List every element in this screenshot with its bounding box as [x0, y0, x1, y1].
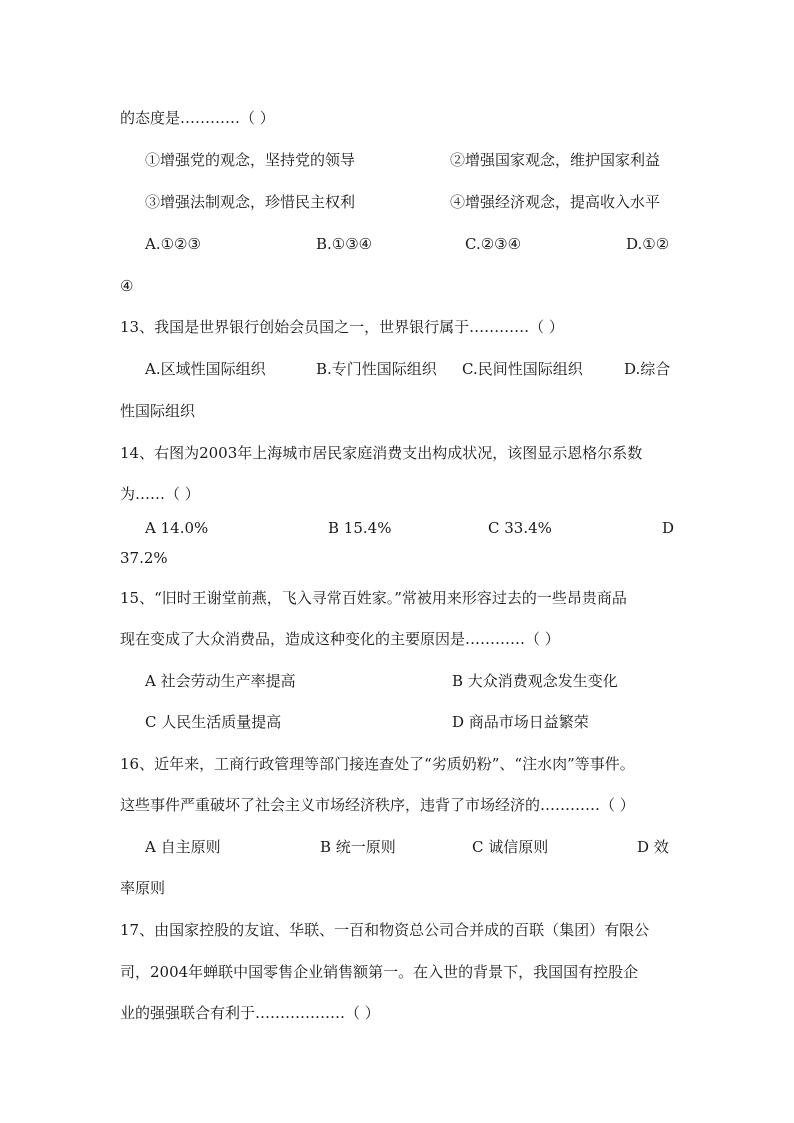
q16-option-d: D 效: [637, 838, 669, 856]
q14-option-b: B 15.4%: [328, 519, 392, 537]
q14-stem-line-1: 14、右图为2003年上海城市居民家庭消费支出构成状况，该图显示恩格尔系数: [120, 444, 643, 462]
q14-option-d: D: [662, 519, 675, 537]
q17-stem-line-2: 司，2004年蝉联中国零售企业销售额第一。在入世的背景下，我国国有控股企: [120, 963, 639, 981]
q16-stem-line-2: 这些事件严重破坏了社会主义市场经济秩序，违背了市场经济的…………（ ）: [120, 796, 635, 814]
q12-statement-3: ③增强法制观念，珍惜民主权利: [145, 193, 356, 211]
q15-option-d: D 商品市场日益繁荣: [452, 713, 589, 731]
q13-option-d-continuation: 性国际组织: [120, 402, 196, 420]
q16-option-a: A 自主原则: [145, 838, 221, 856]
q14-option-c: C 33.4%: [488, 519, 552, 537]
q15-stem-line-2: 现在变成了大众消费品，造成这种变化的主要原因是…………（ ）: [120, 630, 560, 648]
q15-stem-line-1: 15、“旧时王谢堂前燕，飞入寻常百姓家。”常被用来形容过去的一些昂贵商品: [120, 589, 627, 607]
q15-option-a: A 社会劳动生产率提高: [145, 672, 296, 690]
q16-option-d-continuation: 率原则: [120, 879, 166, 897]
q13-option-a: A.区域性国际组织: [145, 360, 266, 378]
q16-option-b: B 统一原则: [320, 838, 396, 856]
q12-statement-1: ①增强党的观念，坚持党的领导: [145, 151, 356, 169]
q15-option-b: B 大众消费观念发生变化: [452, 672, 618, 690]
q14-stem-line-2: 为……（ ）: [120, 485, 200, 503]
q12-option-c: C.②③④: [465, 235, 522, 253]
q13-stem: 13、我国是世界银行创始会员国之一，世界银行属于…………（ ）: [120, 318, 564, 336]
q14-option-a: A 14.0%: [145, 519, 209, 537]
q12-stem-continuation: 的态度是…………（ ）: [120, 109, 275, 127]
q14-option-d-continuation: 37.2%: [120, 549, 168, 567]
q12-option-d: D.①②: [626, 235, 670, 253]
q12-option-a: A.①②③: [145, 235, 201, 253]
q13-option-b: B.专门性国际组织: [316, 360, 437, 378]
q12-option-d-continuation: ④: [120, 277, 134, 295]
q12-statement-4: ④增强经济观念，提高收入水平: [450, 193, 661, 211]
q13-option-d: D.综合: [624, 360, 671, 378]
q12-statement-2: ②增强国家观念，维护国家利益: [450, 151, 661, 169]
q12-option-b: B.①③④: [316, 235, 373, 253]
q16-stem-line-1: 16、近年来，工商行政管理等部门接连查处了“劣质奶粉”、“注水肉”等事件。: [120, 755, 635, 773]
q16-option-c: C 诚信原则: [472, 838, 549, 856]
q17-stem-line-1: 17、由国家控股的友谊、华联、一百和物资总公司合并成的百联（集团）有限公: [120, 921, 650, 939]
q15-option-c: C 人民生活质量提高: [145, 713, 282, 731]
q13-option-c: C.民间性国际组织: [462, 360, 583, 378]
q17-stem-line-3: 业的强强联合有利于………………（ ）: [120, 1004, 380, 1022]
